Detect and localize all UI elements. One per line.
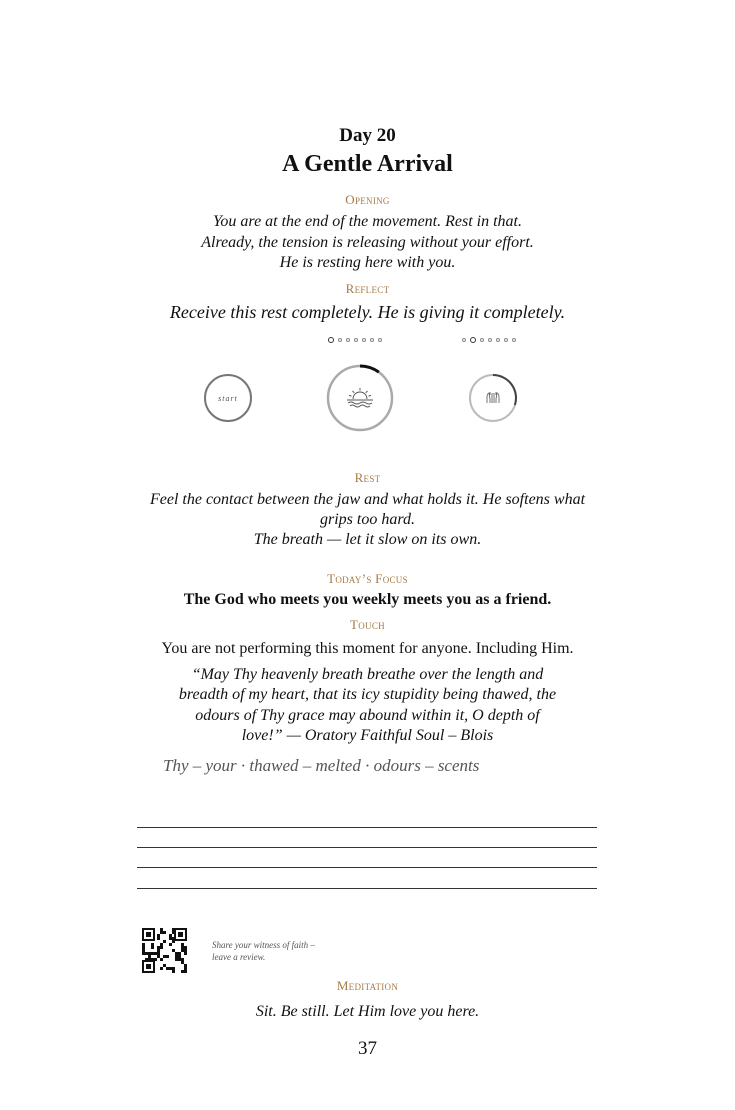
- touch-heading: Touch: [350, 617, 385, 632]
- start-label: start: [218, 393, 238, 403]
- opening-line: He is resting here with you.: [279, 254, 456, 271]
- opening-line: Already, the tension is releasing without your effort.: [201, 233, 534, 251]
- reflect-text: Receive this rest completely. He is giving it completely.: [169, 302, 566, 322]
- opening-text: [0, 212, 735, 274]
- focus-heading: Today’s Focus: [327, 571, 408, 586]
- review-line: leave a review.: [212, 952, 266, 962]
- meditation-timer-button[interactable]: [325, 363, 395, 433]
- step-dot: [496, 338, 500, 342]
- step-dot-active: [470, 337, 476, 343]
- reflect-heading: Reflect: [345, 281, 390, 296]
- rest-heading: Rest: [354, 470, 381, 485]
- glossary: Thy – your · thawed – melted · odours – scents: [163, 756, 480, 775]
- quote-line: breadth of my heart, that its icy stupidity being thawed, the: [178, 686, 557, 704]
- opening-heading: Opening: [345, 192, 390, 207]
- praying-hands-icon: [487, 392, 499, 403]
- step-dot: [480, 338, 484, 342]
- page-number: 37: [358, 1038, 377, 1059]
- step-dot: [488, 338, 492, 342]
- step-dot: [338, 338, 342, 342]
- quote-line: “May Thy heavenly breath breathe over the length and: [191, 666, 544, 683]
- touch-quote: [0, 665, 735, 746]
- writing-line[interactable]: [137, 867, 597, 868]
- writing-line[interactable]: [137, 888, 597, 889]
- step-dot: [462, 338, 466, 342]
- touch-text: You are not performing this moment for anyone. Including Him.: [161, 640, 574, 657]
- quote-line: odours of Thy grace may abound within it, O depth of: [195, 706, 540, 724]
- page-title: A Gentle Arrival: [282, 151, 453, 177]
- step-dot: [346, 338, 350, 342]
- left-step-indicator: [326, 335, 384, 345]
- rest-line: The breath — let it slow on its own.: [253, 531, 482, 548]
- step-dot: [362, 338, 366, 342]
- step-dot: [504, 338, 508, 342]
- day-label: Day 20: [339, 125, 396, 146]
- writing-line[interactable]: [137, 827, 597, 828]
- quote-line: love!” — Oratory Faithful Soul – Blois: [241, 726, 494, 744]
- review-prompt: [212, 939, 315, 963]
- step-dot: [370, 338, 374, 342]
- focus-text: The God who meets you weekly meets you as a friend.: [183, 591, 552, 608]
- step-dot: [354, 338, 358, 342]
- step-dot: [512, 338, 516, 342]
- review-line: Share your witness of faith –: [212, 940, 315, 950]
- writing-line[interactable]: [137, 847, 597, 848]
- step-dot: [378, 338, 382, 342]
- step-dot-active: [328, 337, 334, 343]
- rest-line: grips too hard.: [320, 511, 415, 528]
- prayer-timer-button[interactable]: [468, 373, 518, 423]
- start-button[interactable]: [204, 374, 252, 422]
- meditation-text: Sit. Be still. Let Him love you here.: [255, 1003, 480, 1020]
- qr-code[interactable]: [142, 928, 187, 973]
- meditation-heading: Meditation: [336, 978, 399, 993]
- right-step-indicator: [460, 335, 518, 345]
- rest-line: Feel the contact between the jaw and what holds it. He softens what: [149, 491, 586, 508]
- sunrise-over-water-icon: [347, 388, 373, 407]
- rest-text: [0, 490, 735, 550]
- opening-line: You are at the end of the movement. Rest in that.: [213, 213, 522, 230]
